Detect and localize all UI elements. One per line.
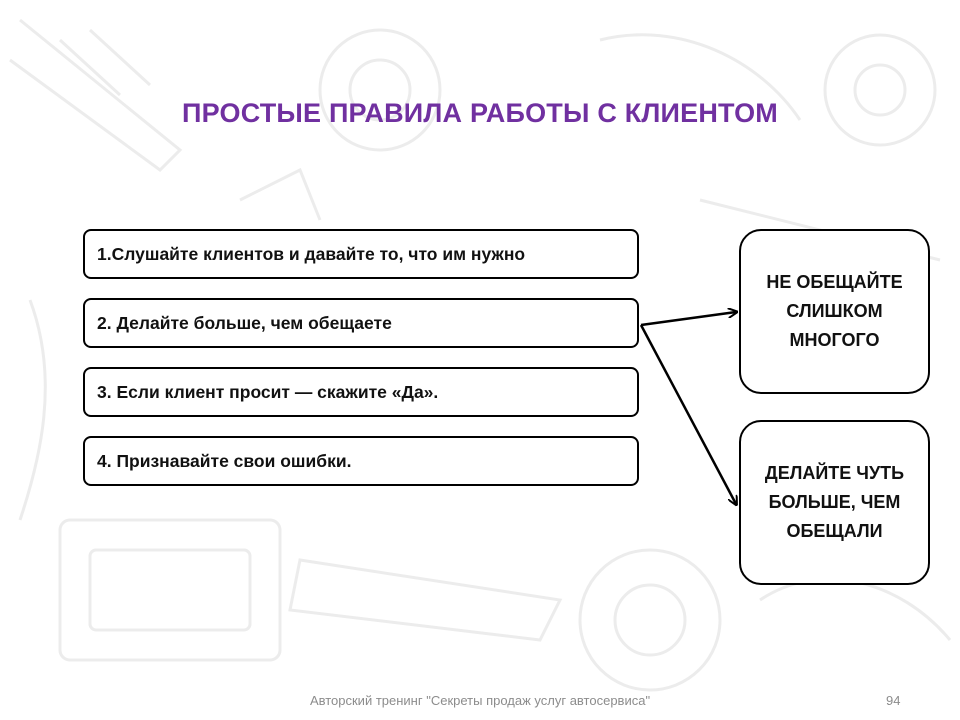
- slide-title: ПРОСТЫЕ ПРАВИЛА РАБОТЫ С КЛИЕНТОМ: [182, 98, 778, 128]
- rule-box-2: [83, 298, 639, 348]
- footer-caption: Авторский тренинг "Секреты продаж услуг автосервиса": [309, 693, 651, 708]
- side-box-do-more: [739, 420, 930, 585]
- side-text-dont-overpromise: НЕ ОБЕЩАЙТЕ СЛИШКОМ МНОГОГО: [766, 272, 903, 350]
- rule-box-4: [83, 436, 639, 486]
- rule-box-3: [83, 367, 639, 417]
- rule-text-4: 4. Признавайте свои ошибки.: [97, 450, 352, 471]
- side-text-do-more: ДЕЛАЙТЕ ЧУТЬ БОЛЬШЕ, ЧЕМ ОБЕЩАЛИ: [764, 463, 905, 541]
- rule-box-1: [83, 229, 639, 279]
- rule-text-2: 2. Делайте больше, чем обещаете: [97, 312, 392, 333]
- side-box-dont-overpromise: [739, 229, 930, 394]
- page-number: 94: [886, 693, 901, 708]
- rule-text-3: 3. Если клиент просит — скажите «Да».: [97, 381, 439, 402]
- rule-text-1: 1.Слушайте клиентов и давайте то, что им нужно: [97, 243, 526, 264]
